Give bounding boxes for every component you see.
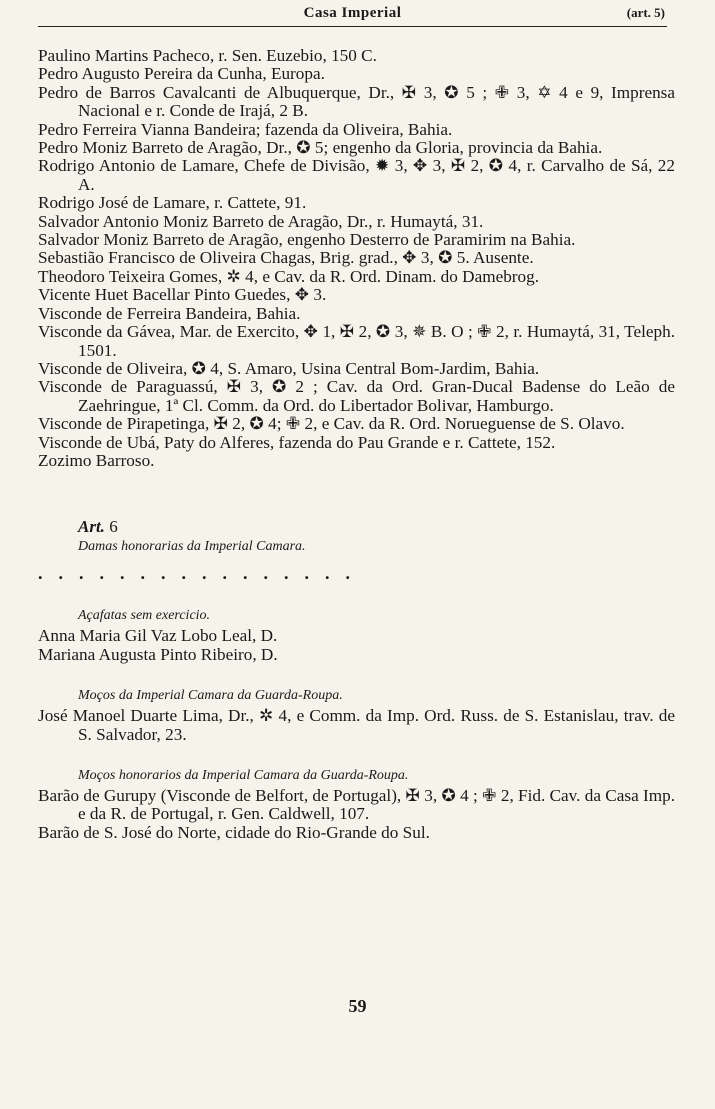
article-label: Art. xyxy=(78,517,105,537)
article-heading xyxy=(78,517,675,537)
list-item: Mariana Augusta Pinto Ribeiro, D. xyxy=(38,644,278,664)
list-item: Visconde de Paraguassú, ✠ 3, ✪ 2 ; Cav. da Ord. Gran-Ducal Badense do Leão de Zaehringue, 1ª Cl. Comm. da Ord. do Libertador Bolivar, Hamburgo. xyxy=(38,377,675,415)
list-item: Theodoro Teixeira Gomes, ✲ 4, e Cav. da R. Ord. Dinam. do Damebrog. xyxy=(38,266,540,286)
list-item: Barão de Gurupy (Visconde de Belfort, de Portugal), ✠ 3, ✪ 4 ; ✙ 2, Fid. Cav. da Casa Imp. e da R. de Portugal, r. Gen. Caldwell, 107. xyxy=(38,785,675,824)
list-item: Zozimo Barroso. xyxy=(38,450,155,470)
entry-list xyxy=(38,47,675,470)
list-item: Pedro Moniz Barreto de Aragão, Dr., ✪ 5; engenho da Gloria, provincia da Bahia. xyxy=(38,138,603,158)
list-item: Visconde da Gávea, Mar. de Exercito, ✥ 1, ✠ 2, ✪ 3, ✵ B. O ; ✙ 2, r. Humaytá, 31, Teleph. 1501. xyxy=(38,322,675,360)
list-item: Vicente Huet Bacellar Pinto Guedes, ✥ 3. xyxy=(38,285,327,305)
list-item: Sebastião Francisco de Oliveira Chagas, Brig. grad., ✥ 3, ✪ 5. Ausente. xyxy=(38,248,534,268)
list-item: José Manoel Duarte Lima, Dr., ✲ 4, e Comm. da Imp. Ord. Russ. de S. Estanislau, trav. de S. Salvador, 23. xyxy=(38,706,675,744)
article-number: 6 xyxy=(109,517,118,537)
list-item: Rodrigo José de Lamare, r. Cattete, 91. xyxy=(38,193,307,213)
list-item: Visconde de Pirapetinga, ✠ 2, ✪ 4; ✙ 2, e Cav. da R. Ord. Norueguense de S. Olavo. xyxy=(38,414,625,434)
section-heading: Açafatas sem exercicio. xyxy=(78,608,211,624)
list-item: Paulino Martins Pacheco, r. Sen. Euzebio, 150 C. xyxy=(38,46,377,65)
header-title: Casa Imperial xyxy=(303,5,402,21)
section-heading: Moços honorarios da Imperial Camara da Guarda-Roupa. xyxy=(78,767,409,783)
list-item: Rodrigo Antonio de Lamare, Chefe de Divisão, ✹ 3, ✥ 3, ✠ 2, ✪ 4, r. Carvalho de Sá, 22 A. xyxy=(38,156,675,194)
list-item: Pedro de Barros Cavalcanti de Albuquerque, Dr., ✠ 3, ✪ 5 ; ✙ 3, ✡ 4 e 9, Imprensa Nacional e r. Conde de Irajá, 2 B. xyxy=(38,82,675,121)
article-subtitle: Damas honorarias da Imperial Camara. xyxy=(78,539,306,555)
list-item: Anna Maria Gil Vaz Lobo Leal, D. xyxy=(38,626,278,646)
list-item: Barão de S. José do Norte, cidade do Rio-Grande do Sul. xyxy=(38,822,430,842)
list-item: Visconde de Oliveira, ✪ 4, S. Amaro, Usina Central Bom-Jardim, Bahia. xyxy=(38,358,540,378)
list-item: Salvador Moniz Barreto de Aragão, engenho Desterro de Paramirim na Bahia. xyxy=(38,230,576,250)
section-heading: Moços da Imperial Camara da Guarda-Roupa. xyxy=(78,688,343,704)
running-header xyxy=(38,0,667,27)
list-item: Visconde de Ubá, Paty do Alferes, fazenda do Pau Grande e r. Cattete, 152. xyxy=(38,432,556,452)
list-item: Pedro Ferreira Vianna Bandeira; fazenda da Oliveira, Bahia. xyxy=(38,119,453,139)
list-item: Salvador Antonio Moniz Barreto de Aragão, Dr., r. Humaytá, 31. xyxy=(38,211,484,231)
list-item: Visconde de Ferreira Bandeira, Bahia. xyxy=(38,303,301,323)
list-item: Pedro Augusto Pereira da Cunha, Europa. xyxy=(38,64,325,84)
page-number: 59 xyxy=(348,996,367,1016)
dot-leader: ................ xyxy=(38,563,366,584)
header-article-ref: (art. 5) xyxy=(626,5,665,20)
